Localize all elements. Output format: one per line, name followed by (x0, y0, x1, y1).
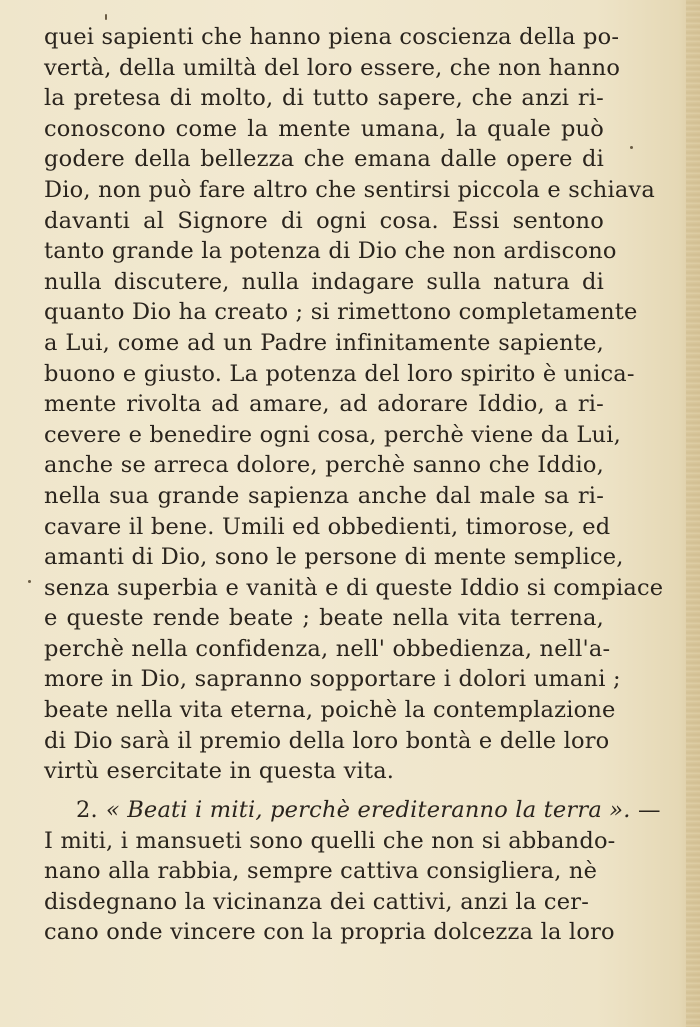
page-edge (686, 0, 700, 1027)
paragraph-2 (44, 795, 661, 948)
text-line: senza superbia e vanità e di queste Iddio si compiace (44, 574, 664, 601)
text-line: nella sua grande sapienza anche dal male sa ri- (44, 482, 604, 509)
text-line: la pretesa di molto, di tutto sapere, che anzi ri- (44, 85, 604, 112)
text-line: vertà, della umiltà del loro essere, che non hanno (44, 54, 621, 81)
text-line: e queste rende beate ; beate nella vita terrena, (44, 605, 604, 632)
text-line: cano onde vincere con la propria dolcezza la loro (44, 919, 615, 946)
text-line: Dio, non può fare altro che sentirsi piccola e schiava (44, 176, 655, 203)
text-line: davanti al Signore di ogni cosa. Essi sentono (44, 207, 604, 234)
text-line: a Lui, come ad un Padre infinitamente sapiente, (44, 329, 604, 356)
paragraph-1 (44, 22, 664, 787)
text-line: disdegnano la vicinanza dei cattivi, anzi la cer- (44, 888, 589, 915)
text-line: buono e giusto. La potenza del loro spirito è unica- (44, 360, 635, 387)
text-line: cevere e benedire ogni cosa, perchè viene da Lui, (44, 421, 621, 448)
text-line: cavare il bene. Umili ed obbedienti, timorose, ed (44, 513, 611, 540)
text-line: nano alla rabbia, sempre cattiva consigliera, nè (44, 858, 598, 885)
em-dash: — (630, 797, 661, 823)
paper-speck (28, 580, 31, 583)
text-line: godere della bellezza che emana dalle opere di (44, 146, 604, 173)
text-line: amanti di Dio, sono le persone di mente semplice, (44, 544, 624, 571)
text-line: conoscono come la mente umana, la quale può (44, 115, 604, 142)
text-line: nulla discutere, nulla indagare sulla natura di (44, 268, 604, 295)
text-line: quei sapienti che hanno piena coscienza della po- (44, 24, 620, 50)
text-line: more in Dio, sapranno sopportare i dolori umani ; (44, 666, 621, 693)
beatitude-quote: « Beati i miti, perchè erediteranno la terra ». (105, 797, 631, 823)
text-line: virtù esercitate in questa vita. (44, 758, 395, 785)
beatitude-heading (44, 795, 661, 826)
text-line: beate nella vita eterna, poichè la contemplazione (44, 697, 616, 724)
text-line: tanto grande la potenza di Dio che non ardiscono (44, 238, 617, 265)
text-line: mente rivolta ad amare, ad adorare Iddio, a ri- (44, 391, 604, 418)
paper-speck (105, 14, 107, 20)
text-line: I miti, i mansueti sono quelli che non si abbando- (44, 827, 616, 854)
text-line: anche se arreca dolore, perchè sanno che Iddio, (44, 452, 604, 479)
text-line: quanto Dio ha creato ; si rimettono completamente (44, 299, 638, 326)
text-line: di Dio sarà il premio della loro bontà e delle loro (44, 727, 610, 754)
paper-speck (630, 146, 633, 149)
paragraph-number: 2. (76, 797, 98, 823)
text-line: perchè nella confidenza, nell' obbedienza, nell'a- (44, 635, 611, 662)
